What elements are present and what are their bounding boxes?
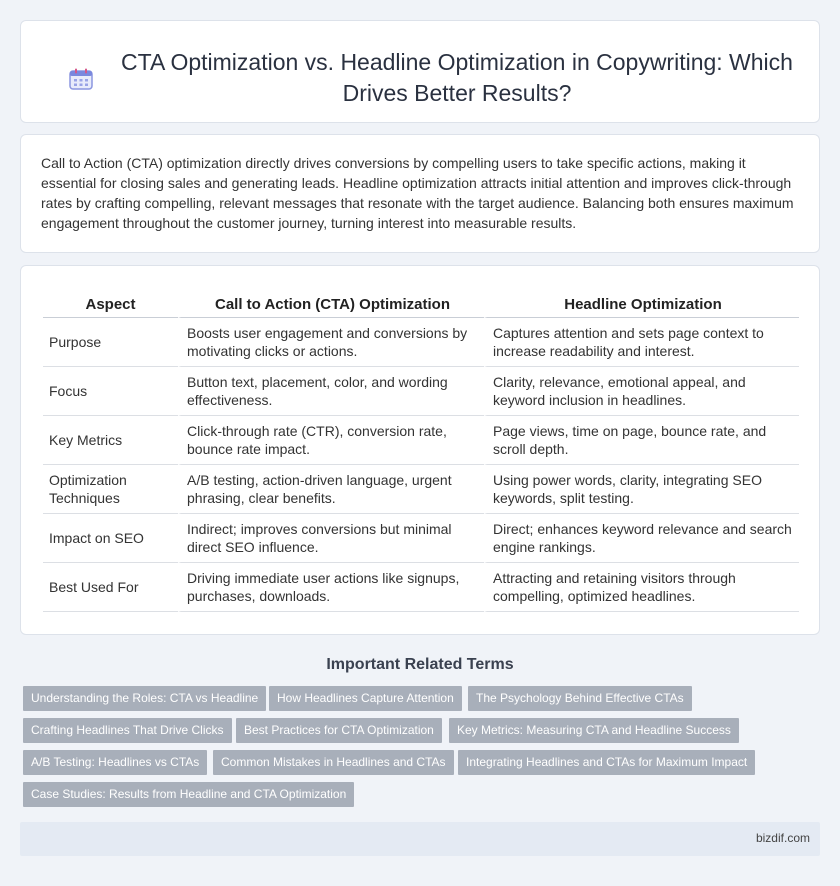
header-aspect: Aspect <box>43 294 178 318</box>
table-header-row <box>43 294 799 318</box>
cell-headline: Direct; enhances keyword relevance and search engine rankings. <box>484 514 799 563</box>
table-row <box>43 416 799 465</box>
related-term-link[interactable]: How Headlines Capture Attention <box>269 686 462 711</box>
intro-card <box>20 134 820 253</box>
comparison-table <box>43 294 799 612</box>
page-title: CTA Optimization vs. Headline Optimization in Copywriting: Which Drives Better Results? <box>121 49 793 106</box>
related-terms-heading: Important Related Terms <box>326 656 514 673</box>
related-term-link[interactable]: Crafting Headlines That Drive Clicks <box>23 718 232 743</box>
table-row <box>43 514 799 563</box>
cell-headline: Clarity, relevance, emotional appeal, and keyword inclusion in headlines. <box>484 367 799 416</box>
related-term-link[interactable]: Key Metrics: Measuring CTA and Headline Success <box>449 718 739 743</box>
footer <box>20 822 820 856</box>
table-row <box>43 563 799 612</box>
related-term-link[interactable]: Case Studies: Results from Headline and CTA Optimization <box>23 782 354 807</box>
cell-cta: Driving immediate user actions like signups, purchases, downloads. <box>178 563 484 612</box>
cell-headline: Using power words, clarity, integrating SEO keywords, split testing. <box>484 465 799 514</box>
cell-cta: Indirect; improves conversions but minimal direct SEO influence. <box>178 514 484 563</box>
cell-aspect: Impact on SEO <box>43 514 178 563</box>
cell-aspect: Key Metrics <box>43 416 178 465</box>
header-cta: Call to Action (CTA) Optimization <box>178 294 484 318</box>
table-row <box>43 367 799 416</box>
related-term-link[interactable]: Integrating Headlines and CTAs for Maximum Impact <box>458 750 755 775</box>
cell-aspect: Optimization Techniques <box>43 465 178 514</box>
title-card <box>20 20 820 123</box>
cell-aspect: Focus <box>43 367 178 416</box>
calendar-icon <box>69 68 93 90</box>
comparison-card <box>20 265 820 635</box>
header-headline: Headline Optimization <box>484 294 799 318</box>
related-term-link[interactable]: A/B Testing: Headlines vs CTAs <box>23 750 207 775</box>
cell-cta: Boosts user engagement and conversions by motivating clicks or actions. <box>178 318 484 367</box>
table-row <box>43 465 799 514</box>
cell-cta: A/B testing, action-driven language, urgent phrasing, clear benefits. <box>178 465 484 514</box>
related-term-link[interactable]: Best Practices for CTA Optimization <box>236 718 442 743</box>
cell-headline: Captures attention and sets page context to increase readability and interest. <box>484 318 799 367</box>
intro-paragraph: Call to Action (CTA) optimization directly drives conversions by compelling users to take specific actions, making it essential for closing sales and generating leads. Headline optimization attracts initial attention and improves click-through rates by crafting compelling, relevant messages that resonate with the target audience. Balancing both ensures maximum engagement throughout the customer journey, turning interest into measurable results. <box>41 155 794 231</box>
cell-headline: Attracting and retaining visitors through compelling, optimized headlines. <box>484 563 799 612</box>
cell-cta: Button text, placement, color, and wording effectiveness. <box>178 367 484 416</box>
table-row <box>43 318 799 367</box>
cell-headline: Page views, time on page, bounce rate, and scroll depth. <box>484 416 799 465</box>
cell-cta: Click-through rate (CTR), conversion rate, bounce rate impact. <box>178 416 484 465</box>
related-term-link[interactable]: The Psychology Behind Effective CTAs <box>468 686 692 711</box>
related-term-link[interactable]: Understanding the Roles: CTA vs Headline <box>23 686 266 711</box>
cell-aspect: Best Used For <box>43 563 178 612</box>
related-term-link[interactable]: Common Mistakes in Headlines and CTAs <box>213 750 454 775</box>
cell-aspect: Purpose <box>43 318 178 367</box>
site-name[interactable]: bizdif.com <box>755 831 810 845</box>
